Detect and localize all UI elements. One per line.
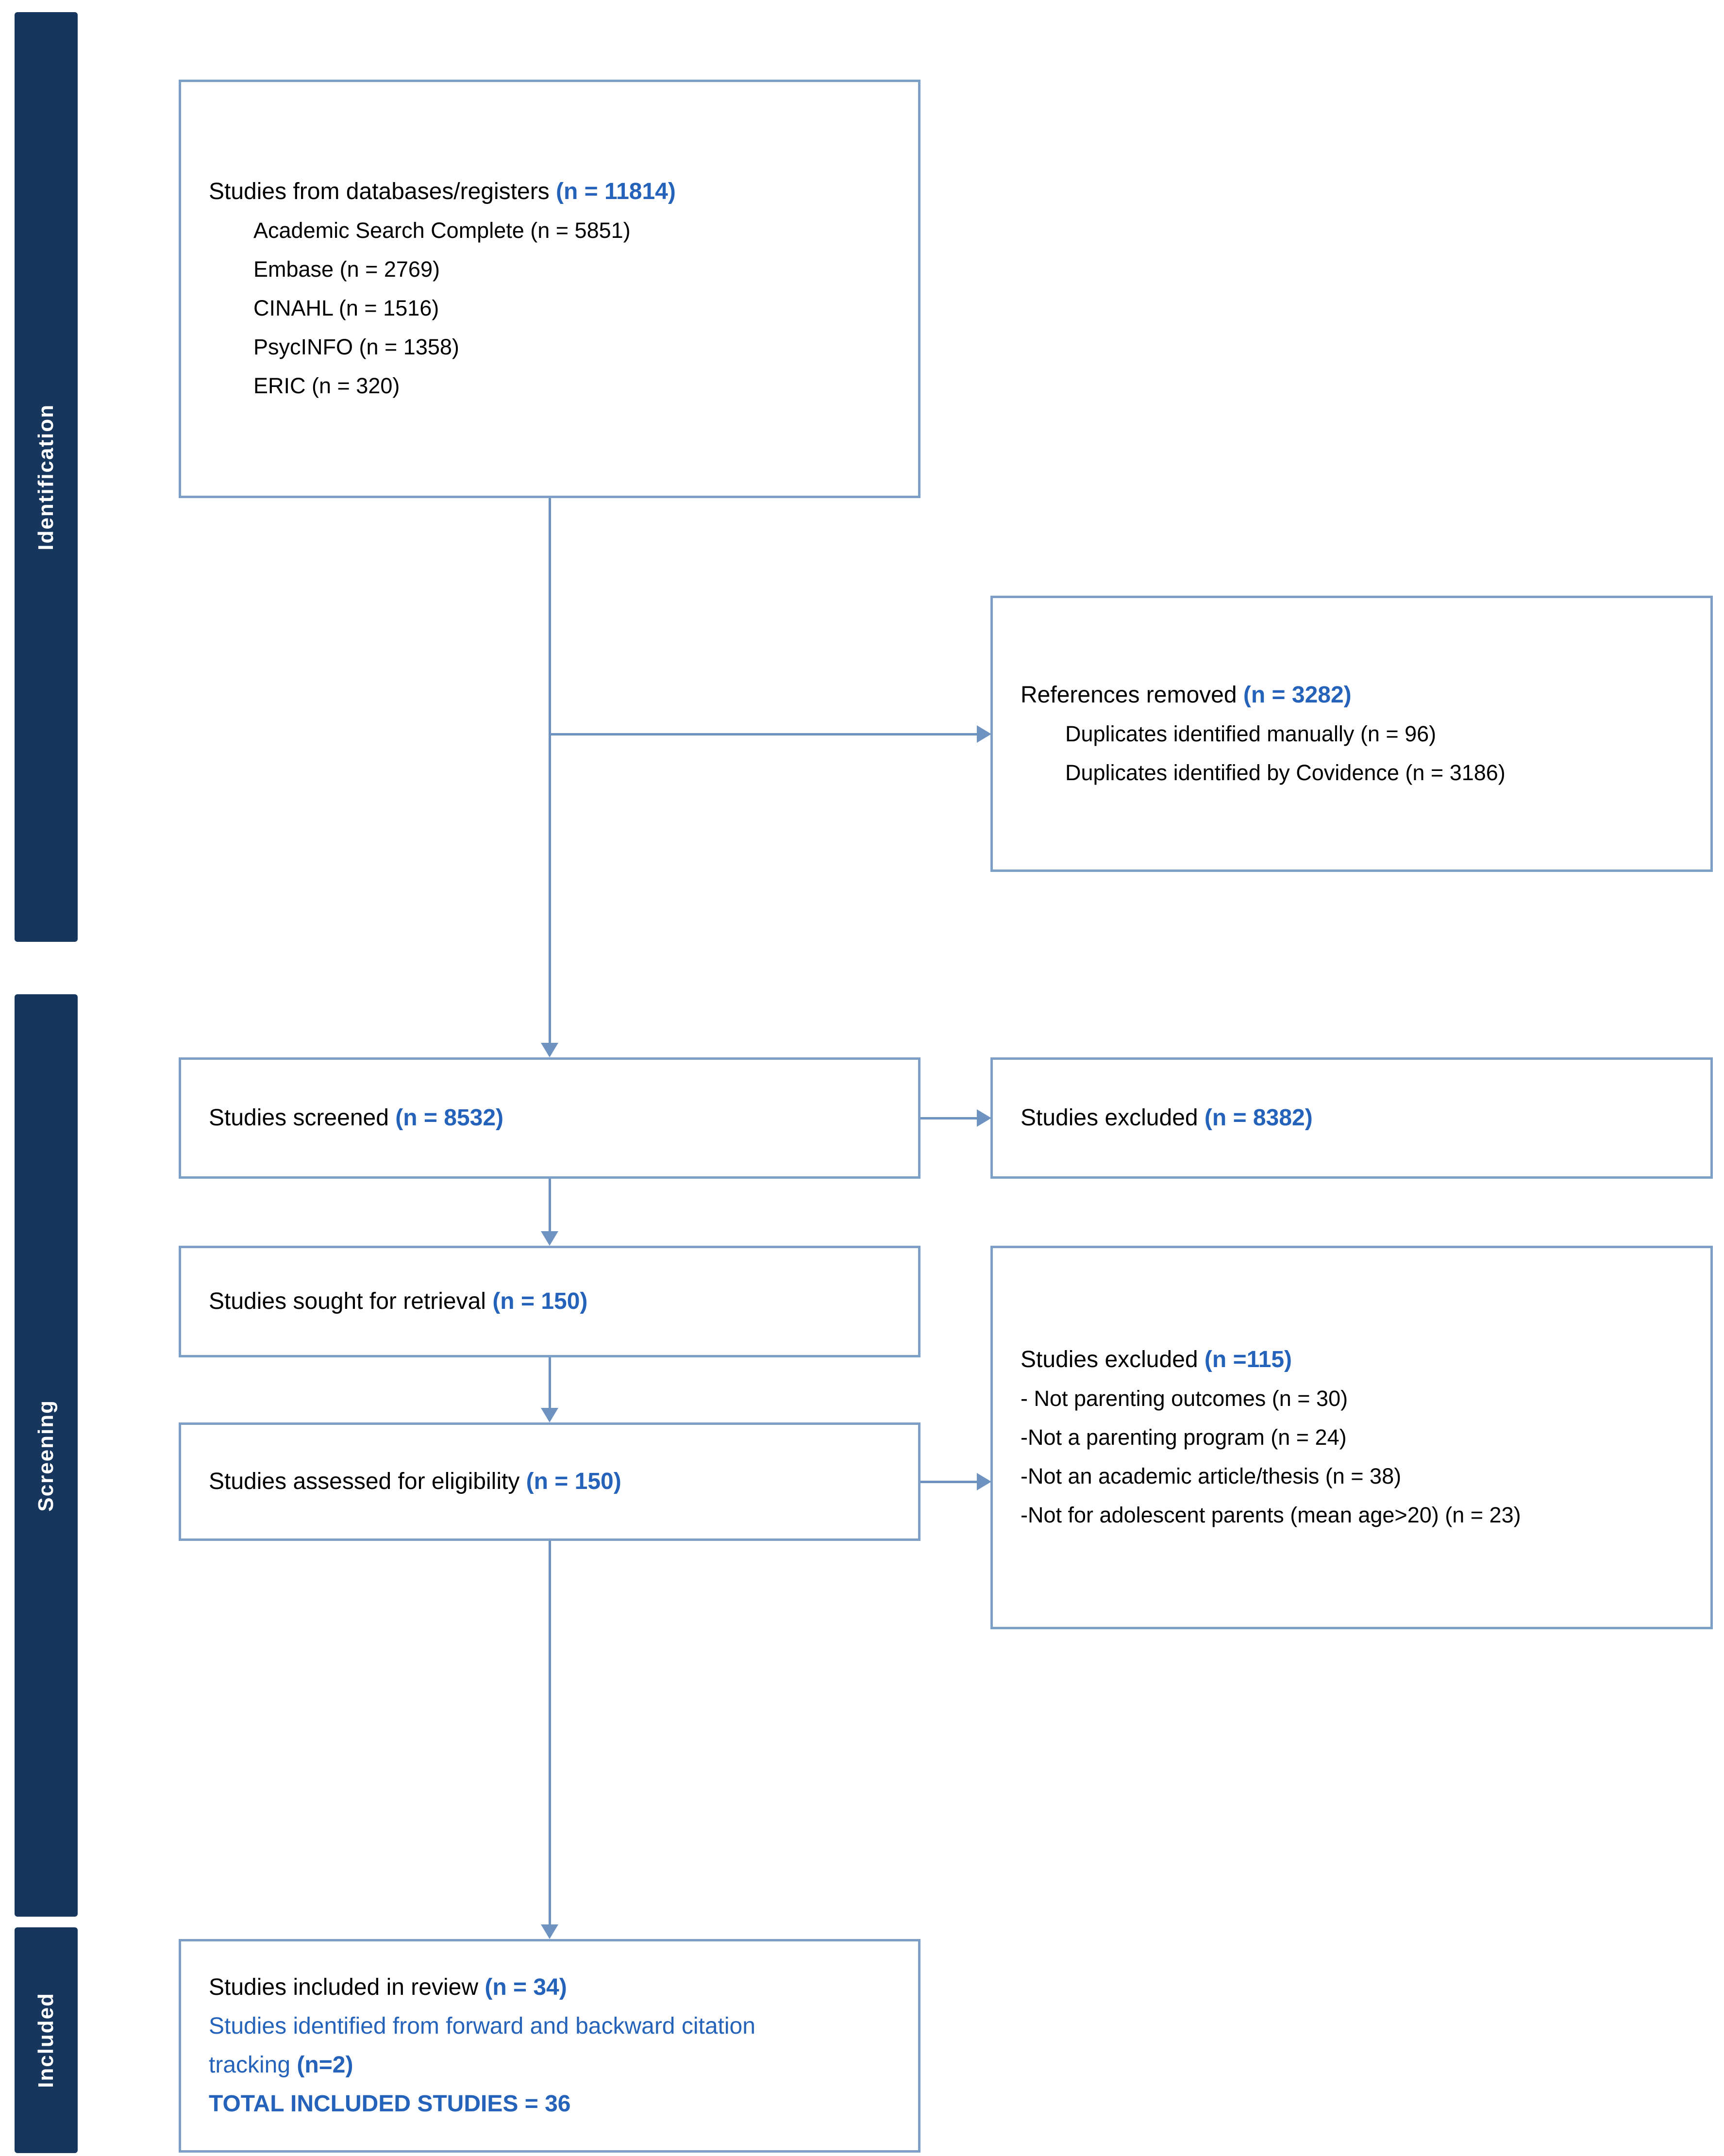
list-item: Embase (n = 2769) — [253, 257, 440, 282]
stage-bar-identification — [15, 12, 78, 942]
list-item: ERIC (n = 320) — [253, 373, 400, 398]
box-studies-included — [179, 1939, 921, 2153]
included-line1-text: Studies included in review — [209, 1974, 478, 2000]
flow-line-sought-to-assessed — [549, 1357, 551, 1409]
stage-bar-screening — [15, 994, 78, 1917]
box-studies-excluded-eligibility-count: (n =115) — [1204, 1347, 1292, 1372]
included-line1 — [209, 1968, 899, 2007]
flow-line-screened-to-sought — [549, 1179, 551, 1232]
box-studies-sought-title — [209, 1282, 899, 1321]
box-studies-sought — [179, 1246, 921, 1357]
flow-line-databases-to-screened — [549, 498, 551, 1043]
list-item: Duplicates identified by Covidence (n = 3186) — [1065, 760, 1506, 785]
stage-label-included: Included — [34, 1992, 58, 2088]
box-studies-assessed — [179, 1422, 921, 1541]
included-line2-count: (n=2) — [297, 2052, 353, 2078]
box-studies-screened — [179, 1057, 921, 1179]
box-studies-sought-title-text: Studies sought for retrieval — [209, 1288, 486, 1314]
stage-bar-included — [15, 1927, 78, 2153]
flow-line-screened-to-excluded — [921, 1117, 977, 1120]
box-references-removed-title — [1021, 676, 1691, 715]
box-studies-excluded-screening-title-text: Studies excluded — [1021, 1105, 1198, 1131]
arrowhead-to-references-removed-icon — [977, 725, 991, 743]
box-databases-count: (n = 11814) — [556, 179, 676, 204]
box-studies-excluded-screening-count: (n = 8382) — [1204, 1105, 1313, 1131]
box-studies-excluded-eligibility-items — [1021, 1379, 1691, 1535]
box-studies-screened-count: (n = 8532) — [395, 1105, 504, 1131]
box-studies-screened-title — [209, 1099, 899, 1137]
arrowhead-to-included-icon — [541, 1924, 558, 1939]
box-studies-sought-count: (n = 150) — [492, 1288, 588, 1314]
arrowhead-to-excluded-screening-icon — [977, 1109, 991, 1127]
list-item: CINAHL (n = 1516) — [253, 296, 439, 320]
stage-label-screening: Screening — [34, 1399, 58, 1512]
box-references-removed — [990, 596, 1713, 872]
arrowhead-to-assessed-icon — [541, 1408, 558, 1422]
box-studies-assessed-count: (n = 150) — [526, 1469, 621, 1494]
list-item: PsycINFO (n = 1358) — [253, 334, 459, 359]
arrowhead-to-screened-icon — [541, 1043, 558, 1057]
flow-line-assessed-to-excluded — [921, 1481, 977, 1483]
stage-label-identification: Identification — [34, 403, 58, 551]
flow-line-assessed-to-included — [549, 1541, 551, 1925]
arrowhead-to-sought-icon — [541, 1231, 558, 1246]
box-databases-title — [209, 172, 899, 211]
box-studies-excluded-eligibility-title — [1021, 1340, 1691, 1379]
box-databases — [179, 80, 921, 498]
flow-line-branch-references-removed — [550, 733, 977, 735]
box-studies-excluded-eligibility — [990, 1246, 1713, 1629]
list-item: Academic Search Complete (n = 5851) — [253, 218, 631, 243]
included-line2 — [209, 2007, 782, 2085]
box-references-removed-title-text: References removed — [1021, 682, 1237, 708]
box-studies-excluded-screening — [990, 1057, 1713, 1179]
box-studies-assessed-title — [209, 1462, 899, 1501]
list-item: -Not for adolescent parents (mean age>20) (n = 23) — [1021, 1503, 1521, 1527]
box-studies-assessed-title-text: Studies assessed for eligibility — [209, 1469, 520, 1494]
list-item: Duplicates identified manually (n = 96) — [1065, 721, 1437, 746]
box-studies-excluded-eligibility-title-text: Studies excluded — [1021, 1347, 1198, 1372]
included-line2-text: Studies identified from forward and backward citation tracking — [209, 2013, 755, 2078]
included-line1-count: (n = 34) — [485, 1974, 567, 2000]
list-item: - Not parenting outcomes (n = 30) — [1021, 1386, 1348, 1411]
included-total: TOTAL INCLUDED STUDIES = 36 — [209, 2091, 571, 2117]
box-studies-excluded-screening-title — [1021, 1099, 1691, 1137]
box-references-removed-count: (n = 3282) — [1243, 682, 1352, 708]
arrowhead-to-excluded-eligibility-icon — [977, 1473, 991, 1490]
box-databases-items — [209, 211, 899, 405]
list-item: -Not an academic article/thesis (n = 38) — [1021, 1464, 1402, 1488]
box-studies-screened-title-text: Studies screened — [209, 1105, 389, 1131]
box-references-removed-items — [1021, 715, 1691, 792]
box-databases-title-text: Studies from databases/registers — [209, 179, 550, 204]
list-item: -Not a parenting program (n = 24) — [1021, 1425, 1347, 1450]
